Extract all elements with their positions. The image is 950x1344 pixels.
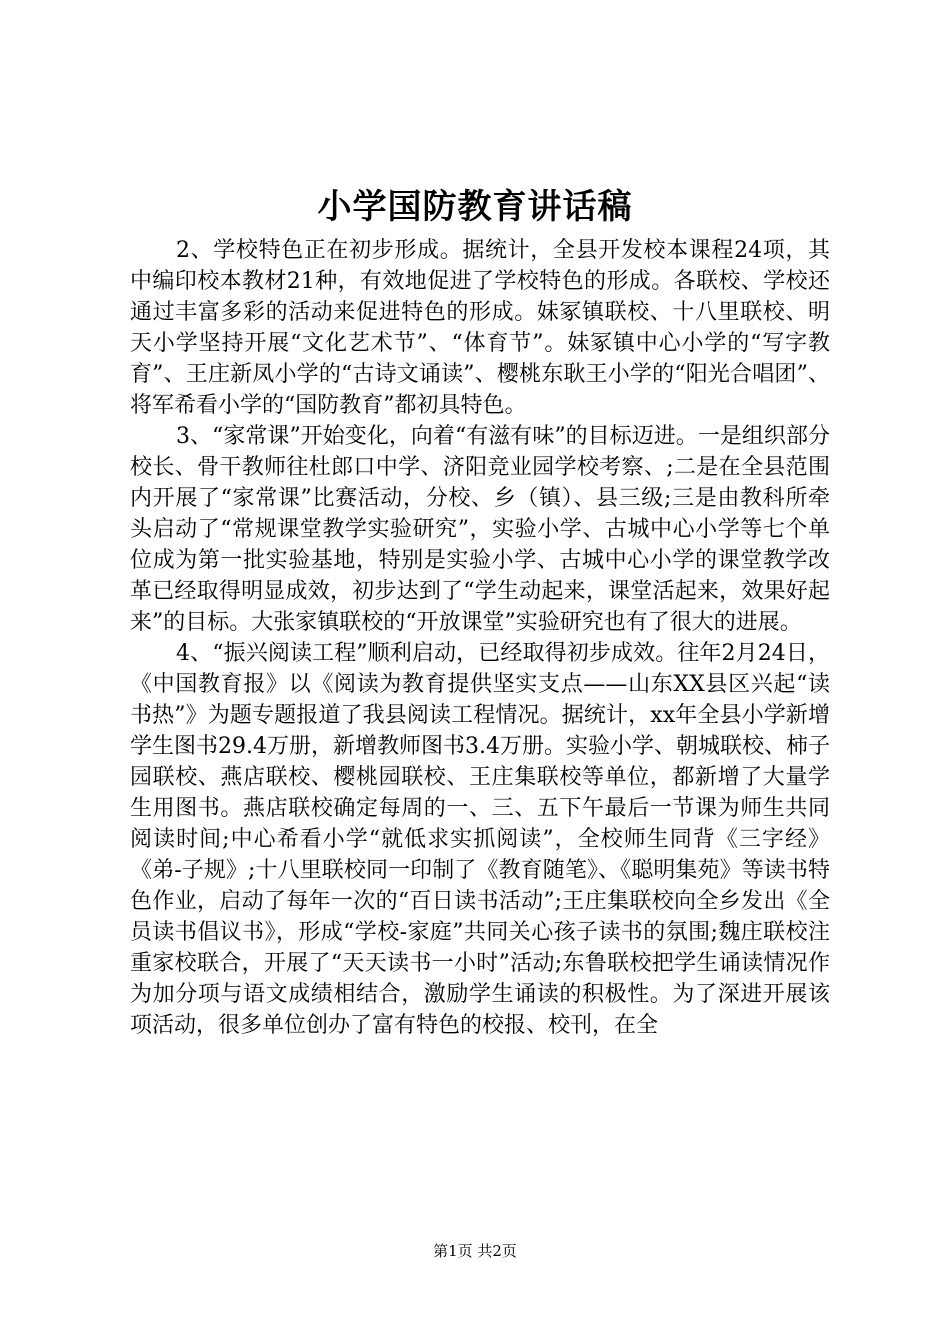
document-title: 小学国防教育讲话稿 [317,187,633,227]
page-footer: 第1页 共2页 [433,1242,517,1260]
paragraph: 4、“振兴阅读工程”顺利启动，已经取得初步成效。往年2月24日，《中国教育报》以《阅读为教育提供坚实支点——山东XX县区兴起“读书热”》为题专题报道了我县阅读工程情况。据统计，xx年全县小学新增学生图书29.4万册，新增教师图书3.4万册。实验小学、朝城联校、柿子园联校、燕店联校、樱桃园联校、王庄集联校等单位，都新增了大量学生用图书。燕店联校确定每周的一、三、五下午最后一节课为师生共同阅读时间;中心希看小学“就低求实抓阅读”，全校师生同背《三字经》《弟-子规》;十八里联校同一印制了《教育随笔》、《聪明集苑》等读书特色作业，启动了每年一次的“百日读书活动”;王庄集联校向全乡发出《全员读书倡议书》，形成“学校-家庭”共同关心孩子读书的氛围;魏庄联校注重家校联合，开展了“天天读书一小时”活动;东鲁联校把学生诵读情况作为加分项与语文成绩相结合，激励学生诵读的积极性。为了深进开展该项活动，很多单位创办了富有特色的校报、校刊，在全 [130,641,830,1038]
paragraph: 3、“家常课”开始变化，向着“有滋有味”的目标迈进。一是组织部分校长、骨干教师往杜郎口中学、济阳竞业园学校考察、;二是在全县范围内开展了“家常课”比赛活动，分校、乡（镇）、县三级;三是由教科所牵头启动了“常规课堂教学实验研究”，实验小学、古城中心小学等七个单位成为第一批实验基地，特别是实验小学、古城中心小学的课堂教学改革已经取得明显成效，初步达到了“学生动起来，课堂活起来，效果好起来”的目标。大张家镇联校的“开放课堂”实验研究也有了很大的进展。 [130,424,830,635]
paragraph: 2、学校特色正在初步形成。据统计，全县开发校本课程24项，其中编印校本教材21种，有效地促进了学校特色的形成。各联校、学校还通过丰富多彩的活动来促进特色的形成。妹冢镇联校、十八里联校、明天小学坚持开展“文化艺术节”、“体育节”。妹冢镇中心小学的“写字教育”、王庄新凤小学的“古诗文诵读”、樱桃东耿王小学的“阳光合唱团”、将军希看小学的“国防教育”都初具特色。 [130,238,830,418]
document-body [130,235,830,1041]
